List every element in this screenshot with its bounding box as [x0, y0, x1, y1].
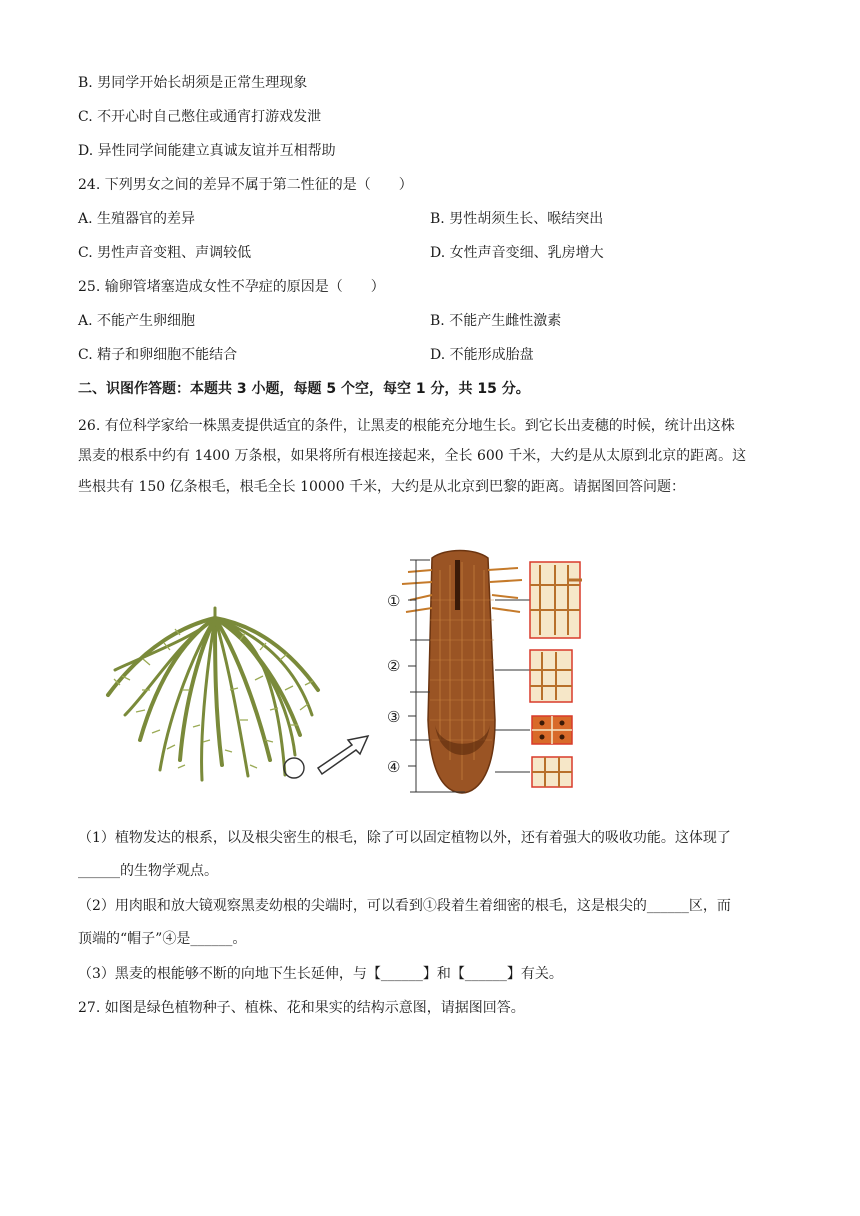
q23-option-b: B. 男同学开始长胡须是正常生理现象 — [78, 75, 308, 91]
magnify-circle — [284, 758, 304, 778]
root-figure — [90, 540, 610, 805]
label-4: ④ — [387, 758, 401, 776]
q24-option-a: A. 生殖器官的差异 — [78, 211, 196, 227]
label-2: ② — [387, 657, 401, 675]
q26-sub2-line2: 顶端的“帽子”④是______。 — [78, 931, 247, 947]
q25-option-d: D. 不能形成胎盘 — [430, 347, 534, 363]
connector-lines — [495, 600, 530, 772]
cell-box-maturation — [530, 562, 582, 638]
cell-box-elongation — [530, 650, 572, 702]
q25-stem: 25. 输卵管堵塞造成女性不孕症的原因是（ ） — [78, 279, 385, 295]
q23-option-c: C. 不开心时自己憋住或通宵打游戏发泄 — [78, 109, 322, 125]
q27-stem: 27. 如图是绿色植物种子、植株、花和果实的结构示意图，请据图回答。 — [78, 1000, 525, 1016]
q26-stem-line2: 黑麦的根系中约有 1400 万条根，如果将所有根连接起来，全长 600 千米，大约是从太原到北京的距离。这 — [78, 448, 747, 464]
q25-option-a: A. 不能产生卵细胞 — [78, 313, 196, 329]
q26-sub1-line2: ______的生物学观点。 — [78, 863, 218, 879]
q23-option-d: D. 异性同学间能建立真诚友谊并互相帮助 — [78, 143, 336, 159]
q24-option-c: C. 男性声音变粗、声调较低 — [78, 245, 252, 261]
q26-sub3: （3）黑麦的根能够不断的向地下生长延伸，与【______】和【______】有关。 — [78, 966, 563, 982]
cell-box-meristem — [532, 716, 572, 744]
q26-stem-line1: 26. 有位科学家给一株黑麦提供适宜的条件，让黑麦的根能充分地生长。到它长出麦穗的时候，统计出这株 — [78, 418, 735, 434]
cell-box-rootcap — [532, 757, 572, 787]
q25-option-b: B. 不能产生雌性激素 — [430, 313, 562, 329]
q26-stem-line3: 些根共有 150 亿条根毛，根毛全长 10000 千米，大约是从北京到巴黎的距离。请据图回答问题： — [78, 479, 686, 495]
q26-sub1-line1: （1）植物发达的根系，以及根尖密生的根毛，除了可以固定植物以外，还有着强大的吸收功能。这体现了 — [78, 830, 731, 846]
q26-sub2-line1: （2）用肉眼和放大镜观察黑麦幼根的尖端时，可以看到①段着生着细密的根毛，这是根尖的______区，而 — [78, 898, 731, 914]
label-3: ③ — [387, 708, 401, 726]
root-tip-illustration — [402, 551, 522, 794]
q24-option-b: B. 男性胡须生长、喉结突出 — [430, 211, 604, 227]
fibrous-root-illustration — [108, 608, 318, 780]
q25-option-c: C. 精子和卵细胞不能结合 — [78, 347, 238, 363]
q24-stem: 24. 下列男女之间的差异不属于第二性征的是（ ） — [78, 177, 413, 193]
section-two-heading: 二、识图作答题：本题共 3 小题，每题 5 个空，每空 1 分，共 15 分。 — [78, 381, 530, 397]
label-1: ① — [387, 592, 401, 610]
magnify-arrow-icon — [318, 736, 368, 774]
q24-option-d: D. 女性声音变细、乳房增大 — [430, 245, 604, 261]
